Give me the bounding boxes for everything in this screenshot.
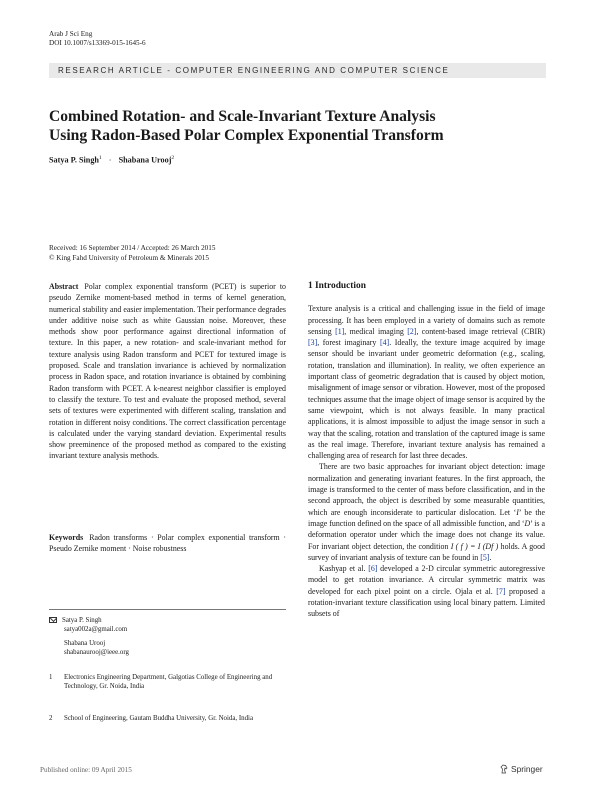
- keywords-label: Keywords: [49, 533, 84, 542]
- affiliation-mark: 2: [49, 715, 53, 722]
- citation-link[interactable]: [6]: [368, 564, 378, 574]
- abstract-label: Abstract: [49, 282, 79, 291]
- journal-header: [49, 30, 146, 49]
- citation-link[interactable]: [1]: [335, 326, 345, 336]
- footnote-divider: [49, 609, 286, 610]
- author-separator: ·: [108, 155, 112, 165]
- journal-name: Arab J Sci Eng: [49, 30, 93, 38]
- intro-paragraph-1: Texture analysis is a critical and challenging issue in the field of image processing. It has been employed in a variety of domains such as remote sensing [1], medical imaging [2], content-based image retrieval (CBIR) [3], forest imaginary [4]. Ideally, the texture image acquired by image sensor should be invariant under geometric deformation (e.g., scaling, rotation, translation and illumination). In reality, we often experience an important class of geometric degradation that is caused by object motion, misalignment of image sensor or vibration. However, most of the proposed techniques assume that the image object of image sensor is acquired by the same viewpoint, which is not always feasible. In many practical applications, it is almost impossible to adjust the image sensor in such a way that the scaling, rotation and translation of the captured image is same as the real image. Therefore, invariant texture analysis has remained a challenging area of research for last three decades.: [308, 304, 545, 461]
- journal-doi[interactable]: DOI 10.1007/s13369-015-1645-6: [49, 39, 146, 48]
- citation-link[interactable]: [4]: [379, 338, 390, 348]
- citation-link[interactable]: [5]: [480, 552, 490, 562]
- affiliation-mark: 1: [49, 674, 53, 681]
- intro-paragraph-3: Kashyap et al. [6] developed a 2-D circular symmetric autoregressive model to get rotation invariance. A circular symmetric matrix was developed for each pixel point on a circle. Ojala et al. [7] proposed a rotation-invariant texture classification using local binary pattern. Limited subsets of: [308, 564, 545, 619]
- abstract: [49, 281, 286, 462]
- affiliation-text: Electronics Engineering Department, Galgotias College of Engineering and Technology, Gr. Noida, India: [64, 674, 273, 691]
- received-accepted: Received: 16 September 2014 / Accepted: 26 March 2015: [49, 244, 216, 252]
- keywords: [49, 532, 286, 555]
- introduction: [308, 281, 545, 620]
- intro-paragraph-2: There are two basic approaches for invariant object detection: image normalization and generating invariant features. In the first approach, the image is transformed to the center of mass before classification, and in the second approach, the object is described by some measurable quantities, which are enough inconsiderate to particular dislocation. Let ‘I’ be the image function defined on the space of all admissible function, and ‘D’ is a deformation operator under which the image does not change its value. For invariant object detection, the condition I ( f ) = I (Df ) holds. A good survey of invariant analysis of texture can be found in [5].: [308, 462, 545, 562]
- author-list: [49, 155, 174, 165]
- citation-link[interactable]: [7]: [496, 586, 506, 596]
- copyright: © King Fahd University of Petroleum & Minerals 2015: [49, 253, 209, 262]
- dates-block: [49, 244, 215, 263]
- publisher-name: Springer: [511, 764, 543, 774]
- keywords-text: Radon transforms · Polar complex exponential transform · Pseudo Zernike moment · Noise robustness: [49, 533, 286, 554]
- envelope-icon: [49, 617, 57, 623]
- citation-link[interactable]: [3]: [308, 338, 318, 348]
- published-online: Published online: 09 April 2015: [40, 766, 132, 774]
- equation: I ( f ) = I (Df ): [450, 541, 499, 551]
- affiliation-2: [49, 714, 286, 723]
- affiliation-text: School of Engineering, Gautam Buddha University, Gr. Noida, India: [64, 715, 254, 722]
- section-heading: 1 Introduction: [308, 281, 366, 291]
- author-affiliation-mark: 2: [171, 155, 175, 161]
- affiliation-1: [49, 673, 286, 692]
- contact-name: Shabana Urooj: [64, 639, 106, 647]
- author-affiliation-mark: 1: [98, 155, 102, 161]
- title-line-1: Combined Rotation- and Scale-Invariant Texture Analysis: [49, 108, 436, 125]
- category-band: RESEARCH ARTICLE - COMPUTER ENGINEERING AND COMPUTER SCIENCE: [49, 63, 546, 78]
- springer-horse-icon: [500, 764, 508, 774]
- title-line-2: Using Radon-Based Polar Complex Exponential Transform: [49, 127, 444, 144]
- citation-link[interactable]: [2]: [407, 326, 417, 336]
- contact-name: Satya P. Singh: [62, 617, 102, 624]
- author-name: Shabana Urooj: [118, 155, 172, 165]
- contact-block: [49, 616, 286, 657]
- contact-email[interactable]: shabanaurooj@ieee.org: [64, 648, 129, 656]
- author-name: Satya P. Singh: [49, 155, 99, 165]
- paper-title: [49, 107, 549, 145]
- abstract-text: Polar complex exponential transform (PCET) is superior to pseudo Zernike moment-based method in terms of kernel generation, numerical stability and easier implementation. Their performance degrades under additive noise such as white Gaussian noise. Moreover, these methods show poor performance against directional information of texture. In this paper, a new rotation- and scale-invariant method for texture analysis using Radon transform and PCET for textured image is proposed. Scale and translation invariance is achieved by normalization process in Radon space, and rotation invariance is obtained by combining Radon transform with PCET. A k-nearest neighbor classifier is employed to classify the texture. To test and evaluate the proposed method, several sets of textures were experimented with different scaling, translation and rotation in different noisy conditions. The correct classification percentage is calculated under the varying standard deviation. Experimental results show preeminence of the proposed method as compared to the existing invariant texture analysis methods.: [49, 282, 286, 461]
- contact-email[interactable]: satya002a@gmail.com: [64, 626, 128, 634]
- publisher-logo: [500, 764, 543, 774]
